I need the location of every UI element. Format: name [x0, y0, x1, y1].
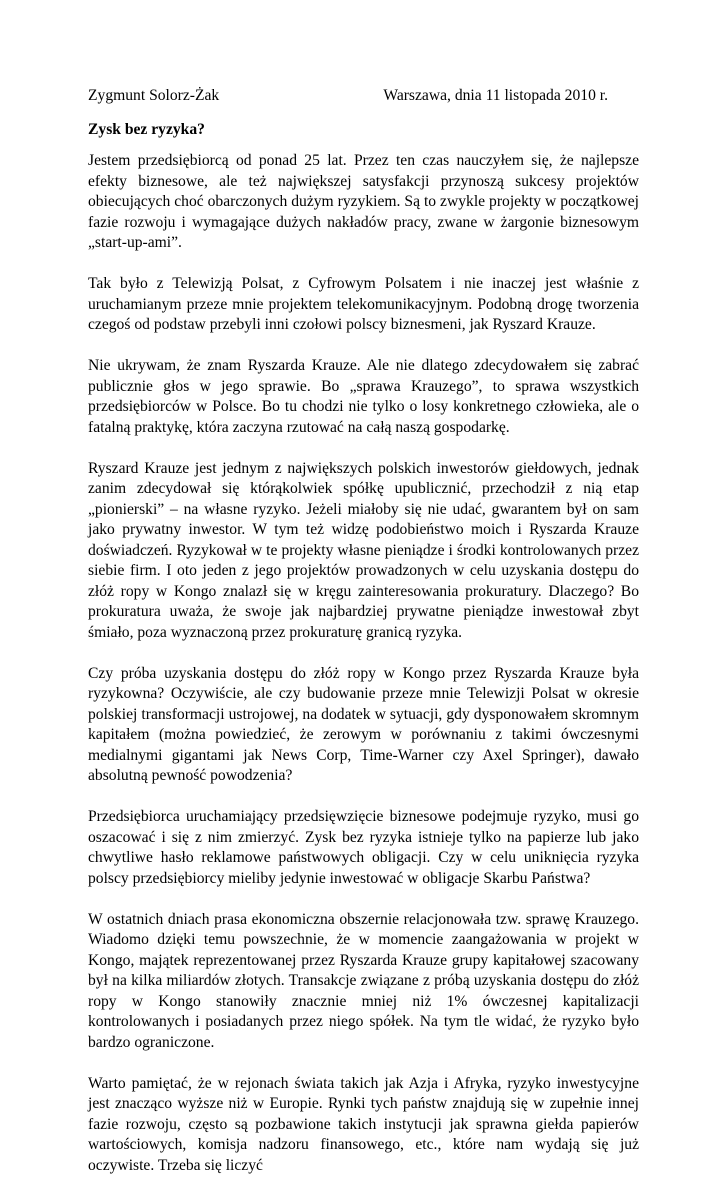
paragraph-8: Warto pamiętać, że w rejonach świata takich jak Azja i Afryka, ryzyko inwestycyjne jest znacząco wyższe niż w Europie. Rynki tych państw znajdują się w zupełnie innej fazie rozwoju, często są pozbawione takich instytucji jak sprawna giełda papierów wartościowych, komisja nadzoru finansowego, etc., które nam wydają się już oczywiste. Trzeba się liczyć: [88, 1074, 639, 1174]
paragraph-3: Nie ukrywam, że znam Ryszarda Krauze. Ale nie dlatego zdecydowałem się zabrać publicznie głos w jego sprawie. Bo „sprawa Krauzego”, to sprawa wszystkich przedsiębiorców w Polsce. Bo tu chodzi nie tylko o losy konkretnego człowieka, ale o fatalną praktykę, która zaczyna rzutować na całą naszą gospodarkę.: [88, 357, 639, 436]
paragraph-6: Przedsiębiorca uruchamiający przedsięwzięcie biznesowe podejmuje ryzyko, musi go oszacować i się z nim zmierzyć. Zysk bez ryzyka istnieje tylko na papierze lub jako chwytliwe hasło reklamowe państwowych obligacji. Czy w celu uniknięcia ryzyka polscy przedsiębiorcy mieliby jedynie inwestować w obligacje Skarbu Państwa?: [88, 808, 639, 887]
paragraph-1: Jestem przedsiębiorcą od ponad 25 lat. Przez ten czas nauczyłem się, że najlepsze efekty biznesowe, ale też największej satysfakcji przynoszą sukcesy projektów obiecujących choć obarczonych dużym ryzykiem. Są to zwykle projekty w początkowej fazie rozwoju i wymagające dużych nakładów pracy, zwane w żargonie biznesowym „start-up-ami”.: [88, 152, 639, 251]
paragraph-4: Ryszard Krauze jest jednym z największych polskich inwestorów giełdowych, jednak zanim zdecydował się którąkolwiek spółkę upublicznić, przechodził z nią etap „pionierski” – na własne ryzyko. Jeżeli miałoby się nie udać, gwarantem był on sam jako prywatny inwestor. W tym też widzę podobieństwo moich i Ryszarda Krauze doświadczeń. Ryzykował w te projekty własne pieniądze i środki kontrolowanych przez siebie firm. I oto jeden z jego projektów prowadzonych w celu uzyskania dostępu do złóż ropy w Kongo znalazł się w kręgu zainteresowania prokuratury. Dlaczego? Bo prokuratura uważa, że swoje jak najbardziej prywatne pieniądze inwestował zbyt śmiało, poza wyznaczoną przez prokuraturę granicą ryzyka.: [88, 459, 639, 641]
paragraph-7: W ostatnich dniach prasa ekonomiczna obszernie relacjonowała tzw. sprawę Krauzego. Wiadomo dzięki temu powszechnie, że w momencie zaangażowania w projekt w Kongo, majątek reprezentowanej przez Ryszarda Krauze grupy kapitałowej szacowany był na kilka miliardów złotych. Transakcje związane z próbą uzyskania dostępu do złóż ropy w Kongo stanowiły znacznie mniej niż 1% ówczesnej kapitalizacji kontrolowanych i posiadanych przez niego spółek. Na tym tle widać, że ryzyko było bardzo ograniczone.: [88, 910, 639, 1051]
paragraph-5: Czy próba uzyskania dostępu do złóż ropy w Kongo przez Ryszarda Krauze była ryzykowna? Oczywiście, ale czy budowanie przeze mnie Telewizji Polsat w okresie polskiej transformacji ustrojowej, na dodatek w sytuacji, gdy dysponowałem skromnym kapitałem (można powiedzieć, że zerowym w porównaniu z takimi ówczesnymi medialnymi gigantami jak News Corp, Time-Warner czy Axel Springer), dawało absolutną pewność powodzenia?: [88, 664, 639, 784]
paragraph-2: Tak było z Telewizją Polsat, z Cyfrowym Polsatem i nie inaczej jest właśnie z uruchamianym przeze mnie projektem telekomunikacyjnym. Podobną drogę tworzenia czegoś od podstaw przebyli inni czołowi polscy biznesmeni, jak Ryszard Krauze.: [88, 275, 639, 333]
document-title: Zysk bez ryzyka?: [88, 121, 205, 138]
author-name: Zygmunt Solorz-Żak: [88, 87, 220, 104]
letter-header: [88, 86, 608, 108]
place-and-date: Warszawa, dnia 11 listopada 2010 r.: [383, 87, 608, 104]
document-body: [88, 151, 639, 1197]
